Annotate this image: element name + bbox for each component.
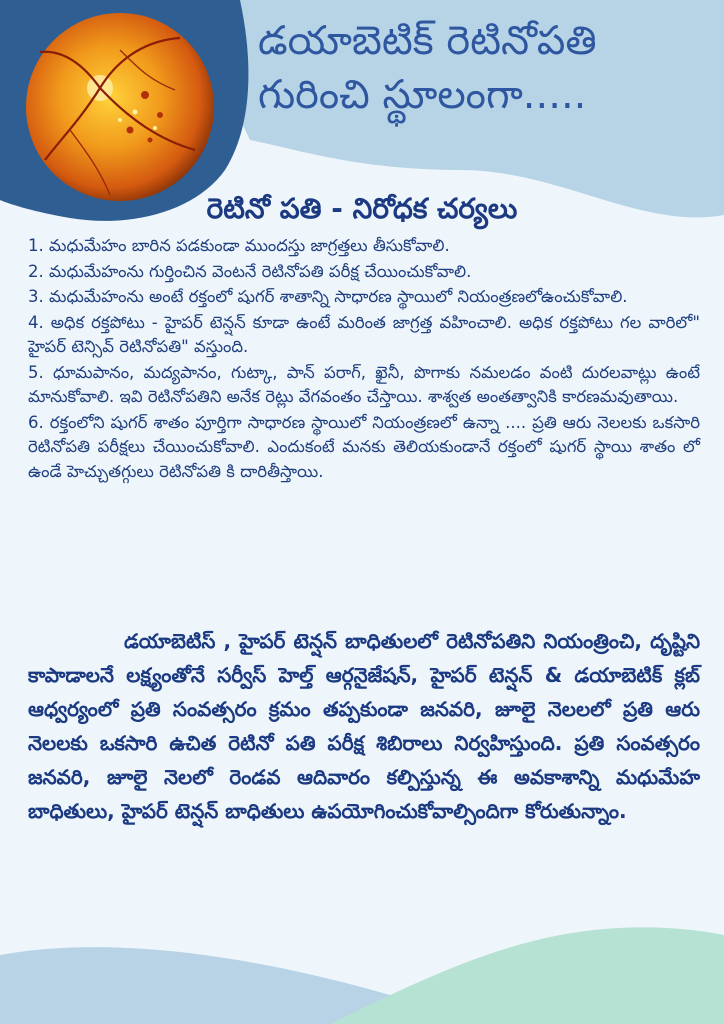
section-heading: రెటినో పతి - నిరోధక చర్యలు <box>206 192 518 225</box>
hemorrhage-spot <box>127 127 134 134</box>
page-title <box>258 14 708 122</box>
hemorrhage-spot <box>157 112 163 118</box>
camp-notice-paragraph: డయాబెటిస్ , హైపర్ టెన్షన్ బాధితులలో రెటినోపతిని నియంత్రించి, దృష్టిని కాపాడాలనే లక్ష్యంతోనే సర్వీస్ హెల్త్ ఆర్గనైజేషన్, హైపర్ టెన్షన్ & డయాబెటిక్ క్లబ్ ఆధ్వర్యంలో ప్రతి సంవత్సరం క్రమం తప్పకుండా జనవరి, జూలై నెలలలో ప్రతి ఆరు నెలలకు ఒకసారి ఉచిత రెటినో పతి పరీక్ష శిబిరాలు నిర్వహిస్తుంది. ప్రతి సంవత్సరం జనవరి, జూలై నెలలో రెండవ ఆదివారం కల్పిస్తున్న ఈ అవకాశాన్ని మధుమేహ బాధితులు, హైపర్ టెన్షన్ బాధితులు ఉపయోగించుకోవాల్సిందిగా కోరుతున్నాం. <box>28 629 700 823</box>
exudate-spot <box>153 126 157 130</box>
title-line-2: గురించి స్థూలంగా..... <box>258 72 587 118</box>
list-item: 4. అధిక రక్తపోటు - హైపర్ టెన్షన్ కూడా ఉంటే మరింత జాగ్రత్త వహించాలి. అధిక రక్తపోటు గల వారిలో" హైపర్ టెన్సివ్ రెటినోపతి" వస్తుంది. <box>28 312 700 356</box>
exudate-spot <box>133 110 138 115</box>
hemorrhage-spot <box>141 91 149 99</box>
exudate-spot <box>118 118 122 122</box>
retina-image <box>26 13 214 201</box>
list-item: 1. మధుమేహం బారిన పడకుండా ముందస్తు జాగ్రత్తలు తీసుకోవాలి. <box>28 236 450 255</box>
title-line-1: డయాబెటిక్ రెటినోపతి <box>258 18 597 64</box>
bottom-right-wave <box>330 927 724 1024</box>
hemorrhage-spot <box>148 138 153 143</box>
list-item: 6. రక్తంలోని షుగర్ శాతం పూర్తిగా సాధారణ స్థాయిలో నియంత్రణలో ఉన్నా .... ప్రతి ఆరు నెలలకు ఒకసారి రెటినోపతి పరీక్షలు చేయించుకోవాలి. ఎందుకంటే మనకు తెలియకుండానే రక్తంలో షుగర్ స్థాయి శాతం లో ఉండే హెచ్చుతగ్గులు రెటినోపతి కి దారితీస్తాయి. <box>28 412 700 481</box>
list-item: 2. మధుమేహంను గుర్తించిన వెంటనే రెటినోపతి పరీక్ష చేయించుకోవాలి. <box>28 261 472 281</box>
list-item: 5. ధూమపానం, మద్యపానం, గుట్కా, పాన్ పరాగ్, ఖైనీ, పొగాకు నమలడం వంటి దురలవాట్లు ఉంటే మానుకోవాలి. ఇవి రెటినోపతిని అనేక రెట్లు వేగవంతం చేస్తాయి. శాశ్వత అంతత్వానికి కారణమవుతాయి. <box>28 362 700 406</box>
list-item: 3. మధుమేహంను అంటే రక్తంలో షుగర్ శాతాన్ని సాధారణ స్థాయిలో నియంత్రణలోఉంచుకోవాలి. <box>28 287 628 306</box>
prevention-steps-list <box>28 234 700 485</box>
